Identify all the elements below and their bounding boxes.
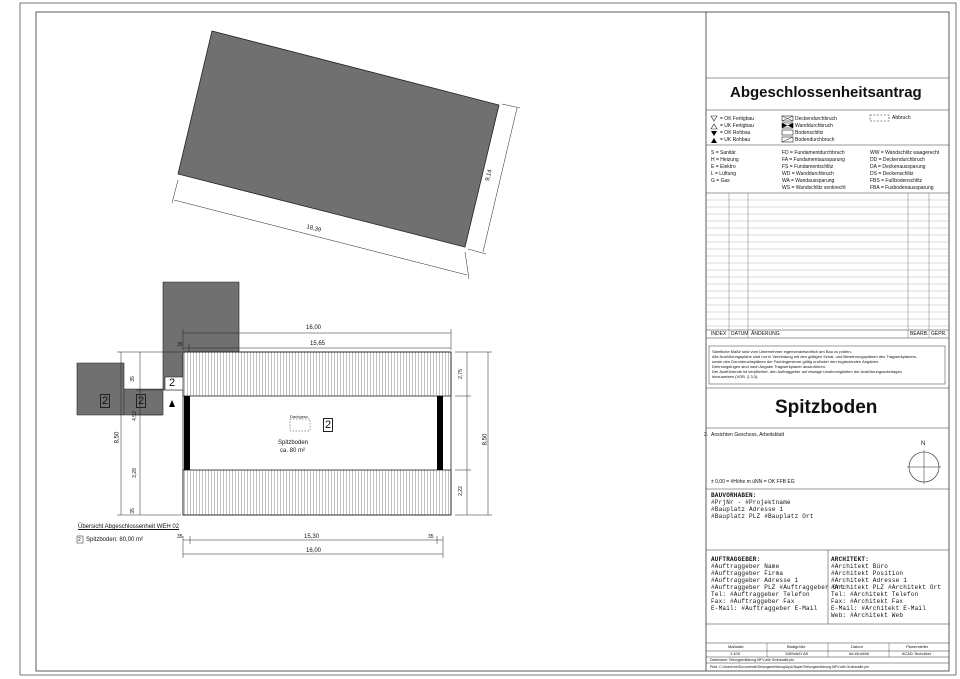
unit-tag-left: 2: [102, 395, 109, 407]
note-3: sowie den Durchbruchsplänen der Fachingenieure gültig und/oder den ergänzenden Angaben.: [712, 359, 880, 364]
architekt-2: #Architekt Position: [831, 570, 904, 577]
symbol-mid-1: Deckendurchbruch: [795, 116, 837, 122]
abbr-2-4: WD = Wanddurchbruch: [782, 171, 834, 177]
roof-dim-width: 9,14: [485, 168, 494, 182]
roof-plan-shape: [178, 31, 499, 247]
bauvorhaben-label: BAUVORHABEN:: [711, 492, 757, 499]
unit-tag-room: 2: [325, 419, 332, 431]
abbr-1-4: L = Lüftung: [711, 171, 736, 177]
auftraggeber-2: #Auftraggeber Firma: [711, 570, 784, 577]
roof-plan: [172, 31, 520, 279]
title-block-title: Abgeschlossenheitsantrag: [730, 84, 922, 101]
abbr-3-6: FBA = Fusbodenaussparung: [870, 185, 934, 191]
bauvorhaben-1: #PrjNr - #Projektname: [711, 499, 791, 506]
auftraggeber-label: AUFTRAGGEBER:: [711, 556, 761, 563]
abbr-3-2: DD = Deckendurchbruch: [870, 157, 925, 163]
rev-header-aenderung: ÄNDERUNG: [751, 331, 780, 337]
abbr-2-2: FA = Fundamentaussparung: [782, 157, 845, 163]
meta-value-massstab: 1:100: [730, 651, 741, 656]
dim-right-total: 8,50: [482, 433, 489, 446]
note-4: Dehnungsfugen sind nach Angabe Tragwerkplaner auszuführen.: [712, 364, 827, 369]
note-5: Der Ausführende ist verpflichtet, den Auftraggeber auf etwaige Unstimmigkeiten der Ausführungsunterlagen: [712, 369, 902, 374]
overview-title: Übersicht Abgeschlossenheit WEH 02: [78, 524, 180, 530]
meta-header-datum: Datum: [851, 644, 863, 649]
uk-rohbau-icon: [711, 138, 717, 143]
symbol-mid-2: Wanddurchbruch: [795, 123, 833, 129]
unit-tag-mid: 2: [138, 395, 145, 407]
auftraggeber-3: #Auftraggeber Adresse 1: [711, 577, 799, 584]
abbr-3-1: WW = Wandschlitz waagerecht: [870, 150, 940, 156]
architekt-1: #Architekt Büro: [831, 563, 889, 570]
rev-header-datum: DATUM: [731, 331, 749, 337]
abbr-1-5: G = Gas: [711, 178, 730, 184]
architekt-label: ARCHITEKT:: [831, 556, 870, 563]
abbr-1-1: S = Sanitär: [711, 150, 736, 156]
meta-value-blattgroesse: 1189x841 A0: [785, 651, 809, 656]
room-area: ca. 80 m²: [280, 448, 306, 454]
meta-value-datum: ##.##.####: [849, 651, 870, 656]
rev-header-index: INDEX: [711, 331, 727, 337]
ok-fertigbau-icon: [711, 116, 717, 121]
dim-left-d: 35: [129, 508, 136, 514]
bodenschlitz-icon: [782, 130, 793, 135]
dim-left-b: 4,52: [131, 411, 138, 421]
plan-name: Spitzboden: [775, 397, 878, 418]
abbruch-icon: [870, 115, 889, 121]
knee-wall-right: [437, 396, 443, 470]
dim-right-top: 2,75: [457, 369, 464, 379]
symbol-left-3: = OK Rohbau: [720, 130, 751, 136]
dim-bottom-total: 16,00: [306, 548, 322, 554]
north-label: N: [921, 441, 926, 447]
symbol-left-2: = UK Fertigbau: [720, 123, 754, 129]
dim-top-left: 35: [177, 342, 183, 348]
symbol-mid-4: Bodendurchbruch: [795, 137, 835, 143]
architekt-5: Tel: #Architekt Telefon: [831, 591, 919, 598]
roof-slope-bottom: [183, 470, 451, 515]
revision-table: [706, 193, 949, 338]
auftraggeber-5: Tel: #Auftraggeber Telefon: [711, 591, 810, 598]
abbr-2-3: FS = Fundamentschlitz: [782, 164, 834, 170]
floor-plan: [77, 282, 492, 558]
rev-header-bearb: BEARB.: [910, 331, 929, 337]
bauvorhaben-3: #Bauplatz PLZ #Bauplatz Ort: [711, 513, 814, 520]
room-tag-small: Dachgesc.: [290, 414, 309, 419]
abbr-1-3: E = Elektro: [711, 164, 736, 170]
entry-marker-icon: [169, 400, 175, 407]
north-arrow-icon: [907, 450, 941, 484]
room-name: Spitzboden: [278, 440, 309, 446]
abbr-2-1: FD = Fundamentdurchbruch: [782, 150, 845, 156]
auftraggeber-4: #Auftraggeber PLZ #Auftraggeber Ort: [711, 584, 845, 591]
abbr-3-4: DS = Deckenschlitz: [870, 171, 914, 177]
auftraggeber-7: E-Mail: #Auftraggeber E-Mail: [711, 605, 818, 612]
abbr-3-5: FBS = Fußbodenschlitz: [870, 178, 923, 184]
meta-header-blattgroesse: Blattgröße: [787, 644, 806, 649]
roof-slope-top: [183, 352, 451, 396]
plan-sub-index: 2.: [704, 432, 709, 438]
architekt-8: Web: #Architekt Web: [831, 612, 904, 619]
dim-left-c: 3,28: [131, 468, 138, 478]
meta-header-massstab: Maßstab: [728, 644, 744, 649]
dim-bottom-right: 35: [428, 534, 434, 540]
dim-right-bottom: 2,22: [457, 486, 464, 496]
legend-text: Spitzboden: 80,00 m²: [86, 537, 144, 543]
auftraggeber-6: Fax: #Auftraggeber Fax: [711, 598, 795, 605]
legend-number: 2: [78, 537, 81, 543]
rev-header-gepr: GEPR.: [931, 331, 947, 337]
note-2: Alle Ausführungspläne sind nur in Verbindung mit den gültigen Schal- und Bewehrungsplänen des Tragwerkplaners,: [712, 354, 918, 359]
symbol-right: Abbruch: [892, 115, 911, 121]
abbr-2-6: WS = Wandschlitz senkrecht: [782, 185, 846, 191]
note-1: Sämtliche Maße sind vom Unternehmer eigenverantwortlich am Bau zu prüfen.: [712, 349, 852, 354]
architekt-4: #Architekt PLZ #Architekt Ort: [831, 584, 942, 591]
abbr-2-5: WA = Wandaussparung: [782, 178, 835, 184]
dim-top-inner: 15,65: [310, 341, 326, 347]
neighbour-block-left: [77, 363, 163, 415]
meta-value-planersteller: #CAD-Techniker: [902, 651, 932, 656]
abbr-3-3: DA = Deckenaussparung: [870, 164, 926, 170]
auftraggeber-1: #Auftraggeber Name: [711, 563, 780, 570]
meta-header-planersteller: Planersteller: [906, 644, 929, 649]
ok-rohbau-icon: [711, 131, 717, 136]
bauvorhaben-2: #Bauplatz Adresse 1: [711, 506, 784, 513]
roof-dim-length: 18,39: [305, 224, 322, 234]
file-name-line: Dateiname: Teilungserklärung.MFV.alle Grdrissalle.pln: [710, 658, 795, 662]
uk-fertigbau-icon: [711, 124, 717, 129]
architekt-3: #Architekt Adresse 1: [831, 577, 908, 584]
dim-left-total: 8,50: [114, 431, 121, 444]
unit-tag-entry: 2: [169, 377, 176, 389]
file-path-line: Pfad: C:\Users\mr\Documents\Teilungserklärung\Aydi.Bayer\Teilungserklärung.MFV.alle Grdrissalle.pln: [710, 665, 869, 669]
level-note: ± 0,00 = #Höhe m üNN = OK FFB EG: [711, 479, 795, 485]
architekt-7: E-Mail: #Architekt E-Mail: [831, 605, 927, 612]
symbol-left-4: = UK Rohbau: [720, 137, 751, 143]
knee-wall-left: [184, 396, 190, 470]
plan-sub: Ansichten Geschoss, Arbeitsblatt: [711, 432, 785, 438]
dim-bottom-left: 35: [177, 534, 183, 540]
dim-top-total: 16,00: [306, 325, 322, 331]
symbol-mid-3: Bodenschlitz: [795, 130, 824, 136]
architekt-6: Fax: #Architekt Fax: [831, 598, 904, 605]
note-6: hinzuweisen (VOB. § 3,3).: [712, 374, 759, 379]
symbol-left-1: = OK Fertigbau: [720, 116, 755, 122]
abbr-1-2: H = Heizung: [711, 157, 739, 163]
dim-bottom-inner: 15,30: [304, 534, 320, 540]
dim-left-a: 35: [129, 376, 136, 382]
